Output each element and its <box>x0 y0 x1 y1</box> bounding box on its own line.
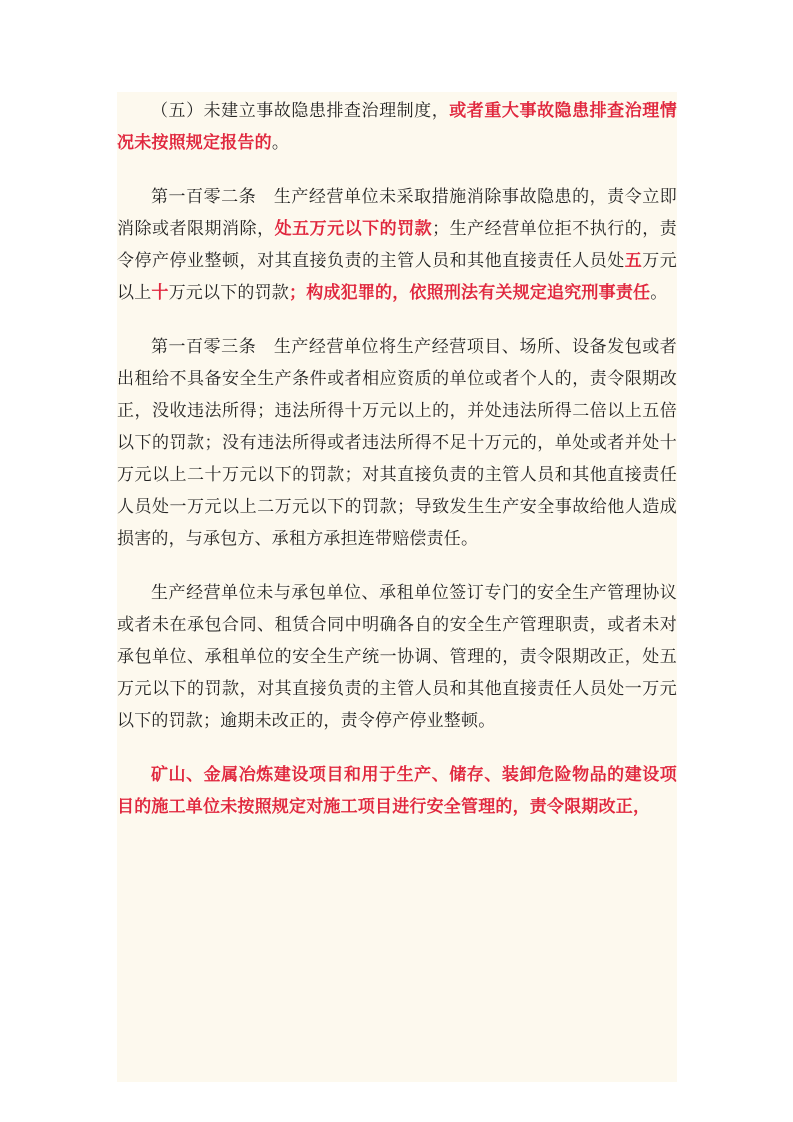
emphasis-segment: ；构成犯罪的，依照刑法有关规定追究刑事责任 <box>289 283 651 303</box>
paragraph-contract-management <box>117 577 677 737</box>
text-segment: 生产经营单位未与承包单位、承租单位签订专门的安全生产管理协议或者未在承包合同、租赁合同中明确各自的安全生产管理职责，或者未对承包单位、承租单位的安全生产统一协调、管理的，责令限期改正，处五万元以下的罚款，对其直接负责的主管人员和其他直接责任人员处一万元以下的罚款；逾期未改正的，责令停产停业整顿。 <box>117 583 677 731</box>
paragraph-article-103 <box>117 331 677 555</box>
text-segment: 第一百零二条 生产经营单位未采取措施消除事故隐患的，责令立即消除或者限期消除， <box>117 187 677 239</box>
paragraph-item-5 <box>117 92 677 159</box>
text-segment: 万元以下的罚款 <box>168 283 290 303</box>
emphasis-segment: 或者重大事故隐患排查治理情况未按照规定报告的 <box>117 101 677 153</box>
paragraph-construction-projects <box>117 759 677 823</box>
emphasis-segment: 矿山、金属冶炼建设项目和用于生产、储存、装卸危险物品的建设项目的施工单位未按照规定对施工项目进行安全管理的，责令限期改正， <box>117 765 677 817</box>
text-segment: 。 <box>271 133 290 153</box>
emphasis-segment: 十 <box>151 283 169 303</box>
document-body <box>117 92 677 1082</box>
text-segment: ；生产经营单位拒不执行的，责令停产停业整顿，对其直接负责的主管人员和其他直接责任人员处 <box>117 219 677 271</box>
text-segment: （五）未建立事故隐患排查治理制度， <box>151 101 450 121</box>
text-segment: 。 <box>650 283 668 303</box>
text-segment: 第一百零三条 生产经营单位将生产经营项目、场所、设备发包或者出租给不具备安全生产条件或者相应资质的单位或者个人的，责令限期改正，没收违法所得；违法所得十万元以上的，并处违法所得二倍以上五倍以下的罚款；没有违法所得或者违法所得不足十万元的，单处或者并处十万元以上二十万元以下的罚款；对其直接负责的主管人员和其他直接责任人员处一万元以上二万元以下的罚款；导致发生生产安全事故给他人造成损害的，与承包方、承租方承担连带赔偿责任。 <box>117 337 677 549</box>
paragraph-article-102 <box>117 181 677 309</box>
text-segment: 万元以上 <box>117 251 677 303</box>
emphasis-segment: 处五万元以下的罚款 <box>274 219 433 239</box>
emphasis-segment: 五 <box>624 251 643 271</box>
